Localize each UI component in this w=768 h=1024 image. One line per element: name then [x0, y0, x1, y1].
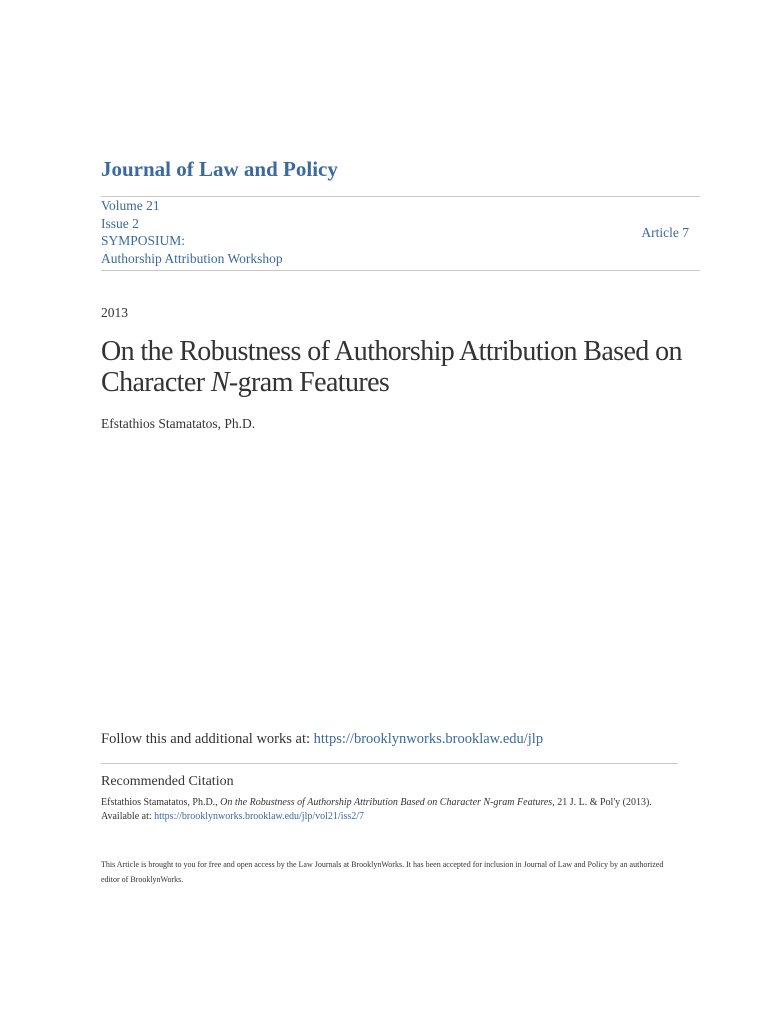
journal-title-link[interactable]: Journal of Law and Policy — [101, 157, 338, 181]
article-url-link[interactable]: https://brooklynworks.brooklaw.edu/jlp/vol21/iss2/7 — [154, 811, 365, 822]
citation-author: Efstathios Stamatatos, Ph.D., — [101, 797, 221, 808]
article-title-italic: N — [210, 367, 229, 398]
symposium-link[interactable]: SYMPOSIUM: — [101, 233, 186, 248]
author-name: Efstathios Stamatatos, Ph.D. — [101, 416, 256, 431]
access-notice: This Article is brought to you for free and open access by the Law Journals at BrooklynWorks. It has been accepted for inclusion in Journal of Law and Policy by an authorized editor of BrooklynWorks. — [101, 860, 664, 884]
available-label: Available at: — [101, 811, 155, 822]
article-title — [101, 336, 701, 398]
article-number-link[interactable]: Article 7 — [641, 225, 689, 240]
divider-middle — [101, 270, 700, 271]
issue-link[interactable]: Issue 2 — [101, 215, 139, 231]
follow-label: Follow this and additional works at: — [101, 731, 314, 747]
divider-citation — [101, 763, 678, 764]
citation-heading: Recommended Citation — [101, 774, 234, 789]
workshop-link[interactable]: Authorship Attribution Workshop — [101, 250, 283, 266]
repository-link[interactable]: https://brooklynworks.brooklaw.edu/jlp — [313, 731, 544, 747]
volume-link[interactable]: Volume 21 — [101, 198, 160, 213]
article-title-part2: -gram Features — [228, 367, 390, 398]
publication-year: 2013 — [101, 305, 128, 320]
article-title-part1: On the Robustness of Authorship Attribution Based on Character — [101, 336, 682, 398]
citation-title: On the Robustness of Authorship Attribution Based on Character N-gram Features — [220, 797, 553, 808]
citation-source: , 21 J. L. & Pol'y (2013). — [552, 797, 652, 808]
issue-info — [101, 197, 283, 267]
follow-line — [101, 731, 543, 748]
citation-text — [101, 796, 701, 824]
